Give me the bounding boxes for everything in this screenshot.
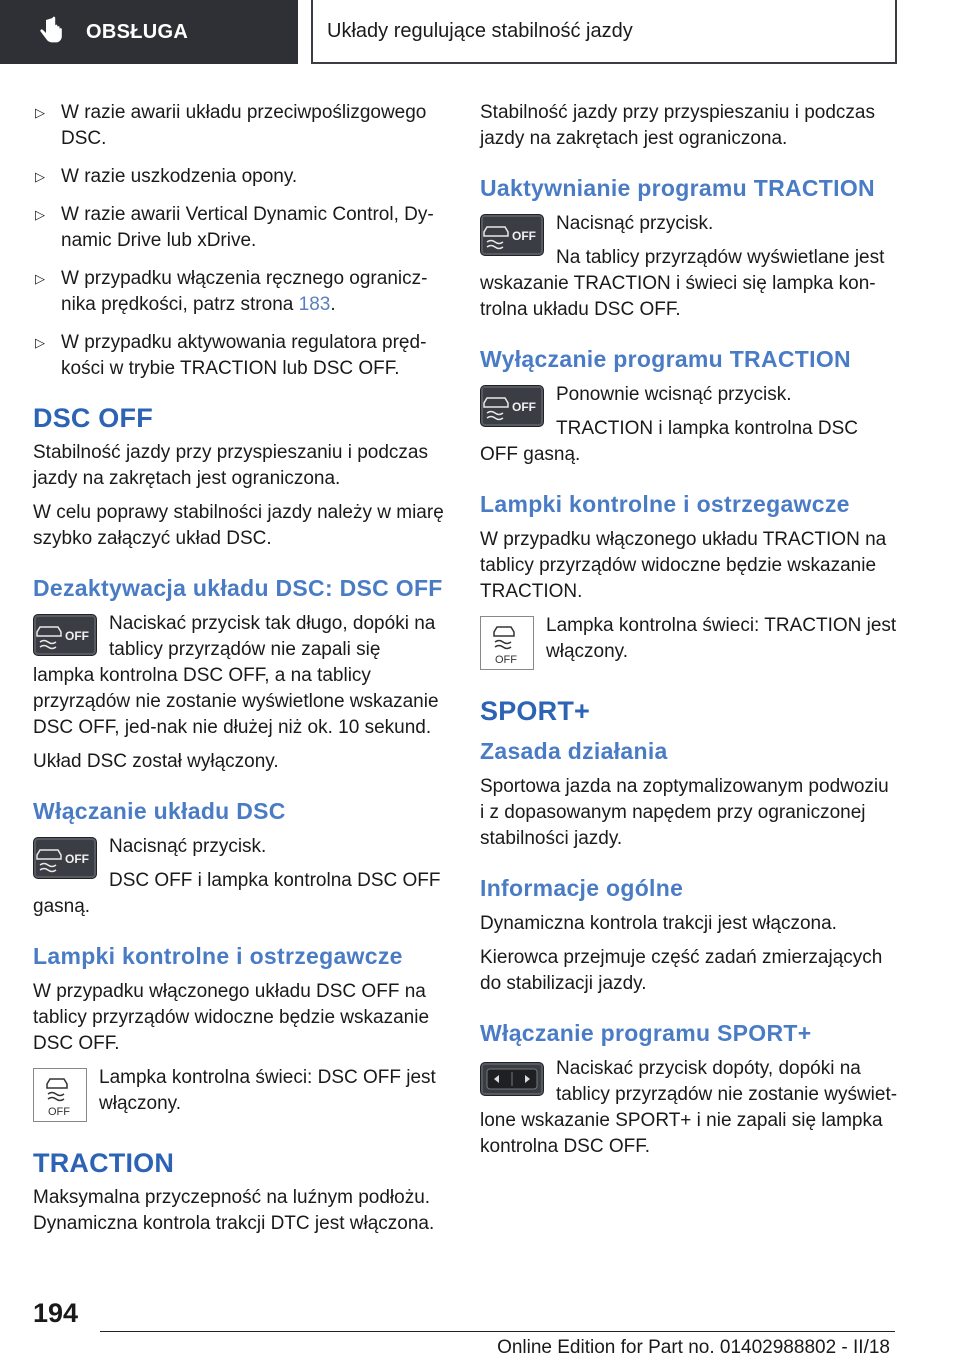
svg-text:OFF: OFF [65,852,89,866]
dsc-off-button-icon [33,614,97,656]
heading-warning-lamps: Lampki kontrolne i ostrzegawcze [480,491,850,517]
heading-deactivate-traction: Wyłączanie programu TRACTION [480,346,851,372]
heading-activate-traction: Uaktywnianie programu TRACTION [480,175,875,201]
dsc-off-button-icon [33,837,97,879]
list-item: ▷ W przypadku włączenia ręcznego ogranicz‐nika prędkości, patrz strona 183. [35,268,428,315]
list-item: ▷ W razie awarii Vertical Dynamic Control, Dy‐namic Drive lub xDrive. [35,204,434,251]
paragraph: Nacisnąć przycisk. [109,836,267,857]
dsc-off-button-icon [480,214,544,256]
list-item: ▷ W razie awarii układu przeciwpoślizgowego DSC. [35,102,427,149]
paragraph: Nacisnąć przycisk. [556,213,714,234]
icon-paragraph [33,1065,445,1117]
dsc-off-lamp-icon [33,1068,87,1122]
hand-pointer-icon [36,16,68,48]
paragraph: Lampka kontrolna świeci: TRACTION jest włączony. [546,615,897,662]
paragraph: Sportowa jazda na zoptymalizowanym podwoziu i z dopasowanym napędem przy ograniczonej stabilności jazdy. [480,776,889,849]
paragraph: Układ DSC został wyłączony. [33,751,279,772]
paragraph: Ponownie wcisnąć przycisk. [556,384,792,405]
triangle-bullet-icon: ▷ [35,271,45,286]
icon-paragraph [480,382,898,468]
svg-text:OFF: OFF [512,229,536,243]
svg-text:OFF: OFF [65,629,89,643]
page-title: Układy regulujące stabilność jazdy [327,19,633,42]
heading-enable-sport-plus: Włączanie programu SPORT+ [480,1020,812,1046]
heading-sport-plus: SPORT+ [480,696,590,726]
left-column [33,100,445,1245]
icon-paragraph [480,613,898,665]
paragraph: W przypadku włączonego układu DSC OFF na tablicy przyrządów widoczne będzie wskazanie DSC OFF. [33,981,430,1054]
section-tab [0,0,298,64]
triangle-bullet-icon: ▷ [35,207,45,222]
paragraph: W celu poprawy stabilności jazdy należy w miarę szybko załączyć układ DSC. [33,502,444,549]
paragraph: Dynamiczna kontrola trakcji jest włączona. [480,913,837,934]
icon-paragraph [33,834,445,920]
footer-divider [100,1331,895,1332]
triangle-bullet-icon: ▷ [35,169,45,184]
dsc-off-button-icon [480,385,544,427]
page-title-box [311,0,897,64]
paragraph: DSC OFF i lampka kontrolna DSC OFF gasną. [33,870,441,917]
page-number: 194 [33,1298,79,1328]
section-label: OBSŁUGA [86,20,189,43]
paragraph: TRACTION i lampka kontrolna DSC OFF gasną. [480,418,858,465]
icon-paragraph [480,1056,898,1160]
paragraph: Maksymalna przyczepność na luźnym podłożu. Dynamiczna kontrola trakcji DTC jest włączona. [33,1187,435,1234]
icon-paragraph [480,211,898,323]
paragraph: W przypadku włączonego układu TRACTION na tablicy przyrządów widoczne będzie wskazanie TRACTION. [480,529,887,602]
heading-dsc-off: DSC OFF [33,403,153,433]
triangle-bullet-icon: ▷ [35,105,45,120]
paragraph: Naciskać przycisk tak długo, dopóki na tablicy przyrządów nie zapali się lampka kontrolna DSC OFF, a na tablicy przyrządów nie zostanie wyświetlone wskazanie DSC OFF, jed‐nak nie dłużej niż ok. 10 sekund. [33,613,439,738]
paragraph: Lampka kontrolna świeci: DSC OFF jest włączony. [99,1067,436,1114]
heading-warning-lamps: Lampki kontrolne i ostrzegawcze [33,943,403,969]
heading-function: Zasada działania [480,738,668,764]
page-link[interactable]: 183 [298,294,331,315]
svg-text:OFF: OFF [495,654,517,666]
drive-mode-switch-icon [480,1062,544,1096]
paragraph: Naciskać przycisk dopóty, dopóki na tablicy przyrządów nie zostanie wyświet‐lone wskazanie SPORT+ i nie zapali się lampka kontrolna DSC OFF. [480,1058,898,1157]
list-item: ▷ W razie uszkodzenia opony. [33,164,445,190]
heading-enable-dsc: Włączanie układu DSC [33,798,286,824]
triangle-bullet-icon: ▷ [35,335,45,350]
condition-list [33,100,445,382]
list-item: ▷ W przypadku aktywowania regulatora pręd‐kości w trybie TRACTION lub DSC OFF. [35,332,427,379]
heading-deactivate-dsc: Dezaktywacja układu DSC: DSC OFF [33,575,443,601]
icon-paragraph [33,611,445,741]
heading-general-info: Informacje ogólne [480,875,684,901]
paragraph: Stabilność jazdy przy przyspieszaniu i podczas jazdy na zakrętach jest ograniczona. [480,102,875,149]
traction-lamp-icon [480,616,534,670]
svg-text:OFF: OFF [512,400,536,414]
edition-note: Online Edition for Part no. 01402988802 - II/18 [497,1337,890,1358]
heading-traction: TRACTION [33,1148,175,1178]
paragraph: Stabilność jazdy przy przyspieszaniu i podczas jazdy na zakrętach jest ograniczona. [33,442,428,489]
paragraph: Na tablicy przyrządów wyświetlane jest wskazanie TRACTION i świeci się lampka kon‐trolna układu DSC OFF. [480,247,885,320]
paragraph: Kierowca przejmuje część zadań zmierzających do stabilizacji jazdy. [480,947,883,994]
right-column [480,100,898,1160]
svg-text:OFF: OFF [48,1106,70,1118]
